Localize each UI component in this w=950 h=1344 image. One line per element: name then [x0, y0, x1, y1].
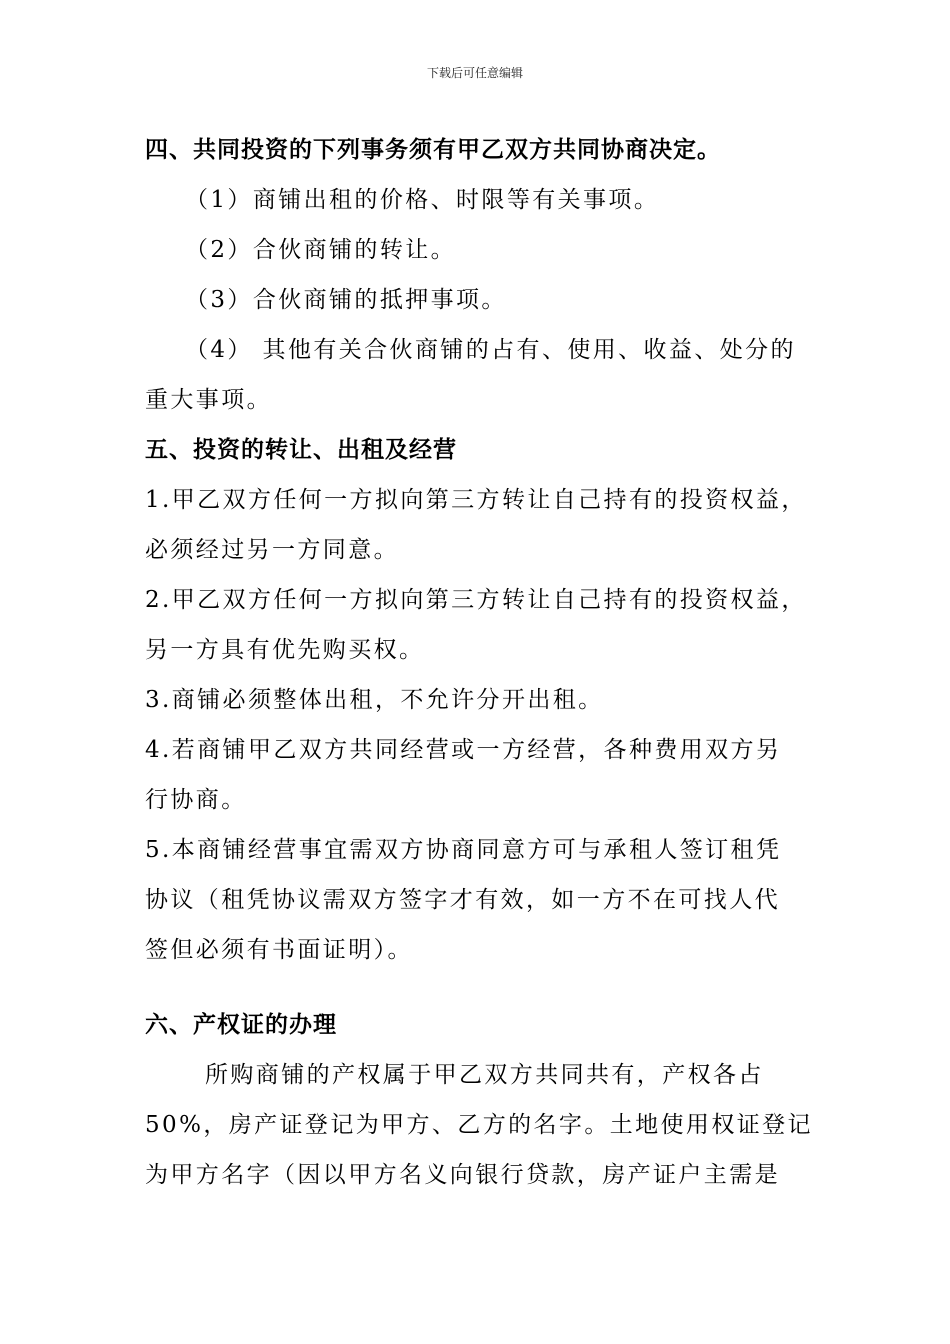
section-5-p1-line-2: 必须经过另一方同意。 [145, 537, 399, 563]
section-6-heading: 六、产权证的办理 [145, 1012, 337, 1038]
section-6-p1-line-1: 所购商铺的产权属于甲乙双方共同共有，产权各占 [205, 1062, 764, 1088]
section-5-p2-line-1: 2.甲乙双方任何一方拟向第三方转让自己持有的投资权益， [145, 587, 807, 613]
section-4-item-3: （3）合伙商铺的抵押事项。 [185, 287, 507, 313]
section-4-heading: 四、共同投资的下列事务须有甲乙双方共同协商决定。 [145, 137, 721, 163]
page-header-note: 下载后可任意编辑 [426, 66, 523, 80]
section-5-p5-line-3: 签但必须有书面证明）。 [145, 937, 413, 963]
section-4-item-4-line-1: （4） 其他有关合伙商铺的占有、使用、收益、处分的 [185, 337, 796, 363]
section-5-p3-line-1: 3.商铺必须整体出租，不允许分开出租。 [145, 687, 604, 713]
section-5-p1-line-1: 1.甲乙双方任何一方拟向第三方转让自己持有的投资权益， [145, 487, 807, 513]
section-5-p5-line-1: 5.本商铺经营事宜需双方协商同意方可与承租人签订租凭 [145, 837, 782, 863]
section-4-item-1: （1）商铺出租的价格、时限等有关事项。 [185, 187, 660, 213]
section-4-item-2: （2）合伙商铺的转让。 [185, 237, 457, 263]
section-6-p1-line-2: 50%，房产证登记为甲方、乙方的名字。土地使用权证登记 [145, 1112, 813, 1138]
section-5-p4-line-2: 行协商。 [145, 787, 247, 813]
section-5-p2-line-2: 另一方具有优先购买权。 [145, 637, 425, 663]
section-5-p4-line-1: 4.若商铺甲乙双方共同经营或一方经营，各种费用双方另 [145, 737, 782, 763]
section-5-p5-line-2: 协议（租凭协议需双方签字才有效，如一方不在可找人代 [145, 887, 780, 913]
section-4-item-4-line-2: 重大事项。 [145, 387, 272, 413]
section-6-p1-line-3: 为甲方名字（因以甲方名义向银行贷款，房产证户主需是 [145, 1162, 780, 1188]
section-5-heading: 五、投资的转让、出租及经营 [145, 437, 457, 463]
